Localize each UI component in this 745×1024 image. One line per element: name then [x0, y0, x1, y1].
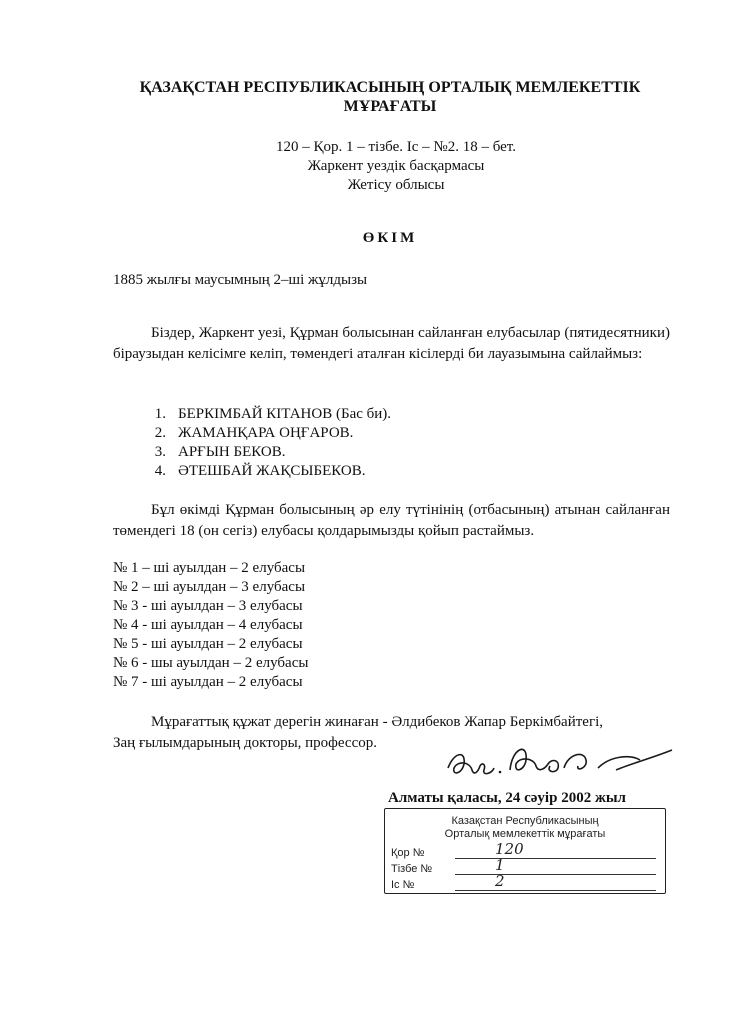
list-item: № 4 - ші ауылдан – 4 елубасы	[113, 617, 303, 633]
stamp-fund-row	[391, 840, 656, 859]
stamp-list-label: Тізбе №	[391, 863, 433, 875]
compiler-line2: Заң ғылымдарының докторы, профессор.	[113, 735, 377, 751]
region-name: Жетісу облысы	[347, 177, 445, 193]
stamp-case-label: Іс №	[391, 879, 415, 891]
archive-title-line1: ҚАЗАҚСТАН РЕСПУБЛИКАСЫНЫҢ ОРТАЛЫҚ МЕМЛЕКЕТТІК	[139, 79, 641, 96]
list-item: № 7 - ші ауылдан – 2 елубасы	[113, 674, 303, 690]
handwritten-signature	[440, 730, 680, 790]
archive-reference: 120 – Қор. 1 – тізбе. Іс – №2. 18 – бет.	[276, 139, 516, 155]
list-item: 4. ӘТЕШБАЙ ЖАҚСЫБЕКОВ.	[154, 463, 366, 479]
city-date: Алматы қаласы, 24 сәуір 2002 жыл	[388, 790, 626, 806]
stamp-case-value: 2	[495, 872, 505, 890]
stamp-header	[385, 809, 665, 841]
document-heading: ӨКІМ	[362, 230, 418, 246]
judges-list	[140, 405, 391, 481]
archive-title-line2: МҰРАҒАТЫ	[343, 98, 437, 115]
document-date: 1885 жылғы маусымның 2–ші жұлдызы	[113, 272, 368, 288]
stamp-list-row	[391, 856, 656, 875]
compiler-line1: Мұрағаттық құжат дерегін жинаған - Әлдибеков Жапар Беркімбайтегі,	[151, 714, 604, 730]
list-item: № 2 – ші ауылдан – 3 елубасы	[113, 579, 306, 595]
stamp-list-value: 1	[495, 856, 505, 874]
list-item: № 6 - шы ауылдан – 2 елубасы	[113, 655, 309, 671]
stamp-fund-label: Қор №	[391, 847, 425, 859]
paragraph-confirmation: Бұл өкімді Құрман болысының әр елу түтінінің (отбасының) атынан сайланған төмендегі 18 (он сегіз) елубасы қолдарымызды қойып растаймыз.	[113, 502, 670, 539]
archive-stamp	[384, 808, 666, 894]
office-name: Жаркент уездік басқармасы	[307, 158, 485, 174]
stamp-line2: Орталық мемлекеттік мұрағаты	[444, 828, 606, 840]
stamp-case-row	[391, 872, 656, 891]
list-item: 2. ЖАМАНҚАРА ОҢҒАРОВ.	[154, 425, 354, 441]
list-item: 1. БЕРКІМБАЙ КІТАНОВ (Бас би).	[154, 406, 392, 422]
list-item: 3. АРҒЫН БЕКОВ.	[154, 444, 286, 460]
archive-reference-block	[200, 138, 592, 195]
archive-title	[100, 78, 680, 116]
stamp-line1: Казақстан Республикасының	[451, 815, 599, 827]
villages-list	[113, 559, 308, 692]
stamp-fund-value: 120	[495, 840, 524, 858]
list-item: № 5 - ші ауылдан – 2 елубасы	[113, 636, 303, 652]
list-item: № 3 - ші ауылдан – 3 елубасы	[113, 598, 303, 614]
paragraph-election: Біздер, Жаркент уезі, Құрман болысынан сайланған елубасылар (пятидесятники) біраузыдан келісімге келіп, төмендегі аталған кісілерді би лауазымына сайлаймыз:	[113, 325, 670, 362]
list-item: № 1 – ші ауылдан – 2 елубасы	[113, 560, 306, 576]
